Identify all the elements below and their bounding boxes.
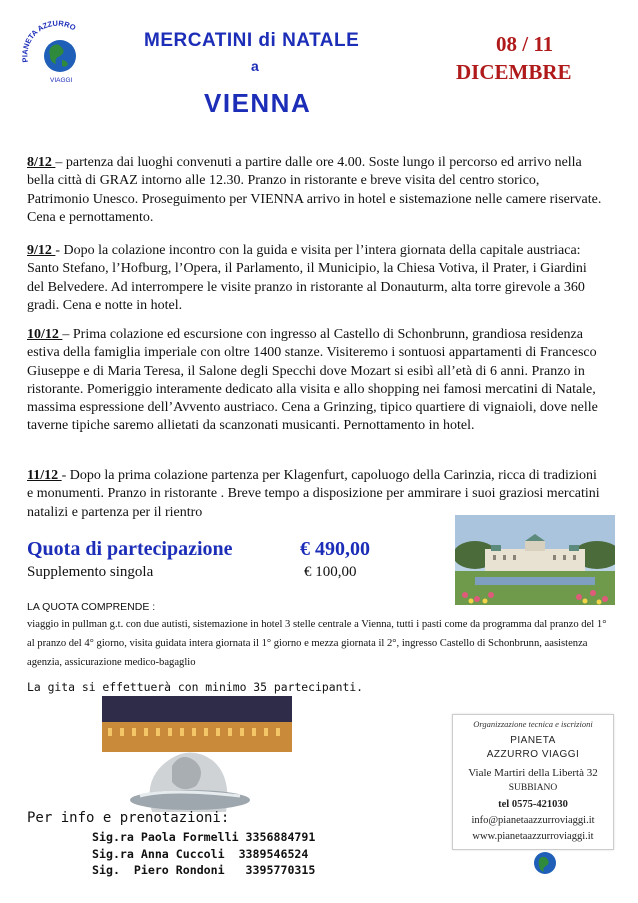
itinerary-day-2 (27, 242, 603, 315)
contact-line: Sig.ra Paola Formelli 3356884791 (92, 830, 316, 844)
day-label: 10/12 (27, 327, 63, 342)
title-connector: a (251, 58, 259, 74)
quota-label: Quota di partecipazione (27, 538, 233, 560)
card-city: SUBBIANO (508, 783, 558, 793)
agency-card (452, 714, 614, 850)
supplement-price: € 100,00 (304, 564, 357, 580)
card-phone: tel 0575-421030 (498, 799, 568, 810)
card-email: info@pianetaazzurroviaggi.it (471, 815, 595, 826)
minimum-participants-note: La gita si effettuerà con minimo 35 partecipanti. (27, 680, 364, 694)
logo-text-top: PIANETA AZZURRO (20, 20, 78, 63)
date-range: 08 / 11 (496, 32, 554, 56)
includes-text: viaggio in pullman g.t. con due autisti, sistemazione in hotel 3 stelle centrale a Vienna, tutti i pasti come da programma dal pranzo del 1° al pranzo del 4° giorno, visita guidata intera giornata il 1° giorno e mezza giornata il 2°, ingresso Castello di Schonbrunn, aasistenza agenzia, assicurazione medico-bagaglio (27, 619, 607, 668)
itinerary-day-4 (27, 467, 603, 522)
date-month: DICEMBRE (456, 60, 572, 84)
day-text: – partenza dai luoghi convenuti a partire dalle ore 4.00. Soste lungo il percorso ed arrivo nella bella città di GRAZ intorno alle 12.30. Pranzo in ristorante e breve visita del centro storico, Patrimonio Unesco. Proseguimento per VIENNA arrivo in hotel e sistemazione nelle camere riservate. Cena e pernottamento. (27, 155, 602, 225)
itinerary-day-1 (27, 154, 603, 227)
schonbrunn-night-photo (102, 696, 292, 812)
card-address: Viale Martiri della Libertà 32 (468, 767, 598, 779)
card-agency-name: PIANETA (510, 735, 556, 746)
supplement-label: Supplemento singola (27, 564, 154, 580)
title-markets: MERCATINI di NATALE (144, 30, 360, 51)
includes-title: LA QUOTA COMPRENDE : (27, 601, 156, 613)
card-agency-name-2: AZZURRO VIAGGI (486, 749, 580, 760)
info-title: Per info e prenotazioni: (27, 810, 230, 826)
day-text: - Dopo la prima colazione partenza per Klagenfurt, capoluogo della Carinzia, ricca di tradizioni e monumenti. Pranzo in ristorante . Breve tempo a disposizione per ammirare i suoi graziosi mercatini natalizi e partenza per il rientro (27, 468, 600, 520)
day-text: – Prima colazione ed escursione con ingresso al Castello di Schonbrunn, grandiosa residenza estiva della famiglia imperiale con oltre 1400 stanze. Visiteremo i sontuosi appartamenti di Francesco Giuseppe e di Maria Teresa, il Salone degli Specchi dove Mozart si esibì all’età di 6 anni. Pranzo in ristorante. Pomeriggio interamente dedicato alla visita e allo shopping nei famosi mercatini di Natale, massima espressione dell’Avvento austriaco. Cena a Grinzing, tipico quartiere di vignaioli, dove nelle taverne tipiche saremo allietati da scanzonati musicanti. Pernottamento in hotel. (27, 327, 598, 434)
contact-line: Sig. Piero Rondoni 3395770315 (92, 863, 316, 877)
contact-line: Sig.ra Anna Cuccoli 3389546524 (92, 847, 309, 861)
belvedere-palace-photo (455, 515, 615, 605)
card-website: www.pianetaazzurroviaggi.it (472, 831, 594, 842)
day-label: 8/12 (27, 155, 56, 170)
agency-logo (20, 20, 96, 84)
globe-icon (532, 850, 558, 876)
day-label: 11/12 (27, 468, 62, 483)
title-city: VIENNA (204, 88, 312, 118)
card-organization: Organizzazione tecnica e iscrizioni (473, 719, 593, 729)
logo-text-bottom: VIAGGI (50, 77, 73, 84)
itinerary-day-3 (27, 326, 603, 436)
day-text: - Dopo la colazione incontro con la guida e visita per l’intera giornata della capitale austriaca: Santo Stefano, l’Hofburg, l’Opera, il Parlamento, il Municipio, la Chiesa Votiva, il Prater, i Giardini del Belvedere. Ad interrompere le visite pranzo in ristorante al Donauturm, alta torre girevole a 360 gradi. Cena e notte in hotel. (27, 243, 587, 313)
day-label: 9/12 (27, 243, 56, 258)
quota-price: € 490,00 (300, 538, 370, 560)
